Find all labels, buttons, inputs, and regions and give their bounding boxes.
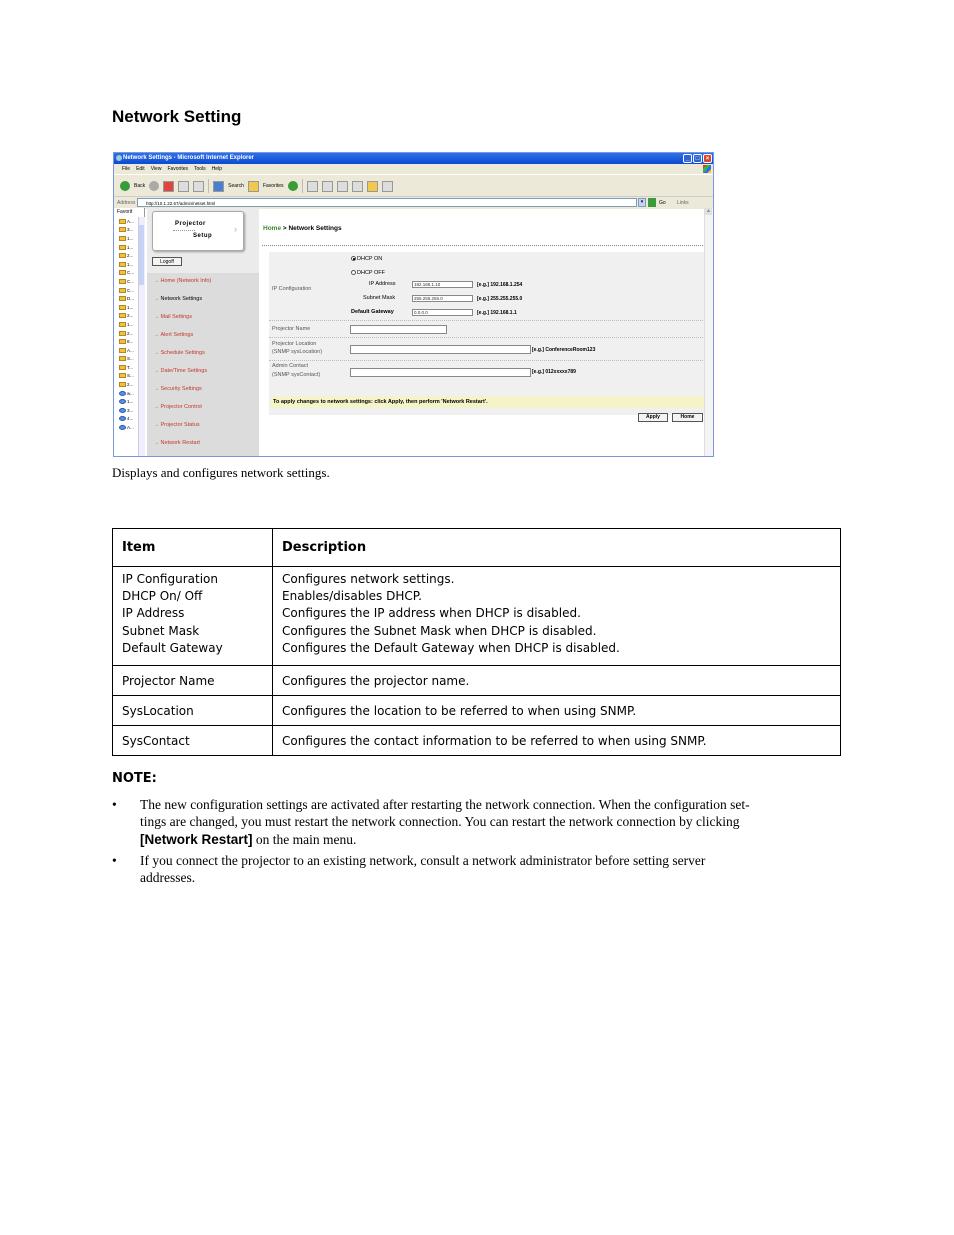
item-cell	[113, 567, 273, 666]
description-table	[112, 528, 841, 756]
folder-icon	[119, 313, 126, 318]
messenger-icon[interactable]	[382, 181, 393, 192]
back-icon[interactable]	[120, 181, 130, 191]
nav-label: Schedule Settings	[160, 350, 205, 356]
favorites-item-label: A...	[127, 425, 134, 431]
breadcrumb-home-link[interactable]: Home	[263, 225, 282, 232]
nav-item-security-settings[interactable]	[154, 386, 202, 392]
home-icon[interactable]	[193, 181, 204, 192]
folder-icon	[119, 365, 126, 370]
menu-edit[interactable]: Edit	[136, 166, 145, 172]
maximize-icon[interactable]: □	[693, 154, 702, 163]
edit-icon[interactable]	[352, 181, 363, 192]
item-text: IP Configuration	[122, 572, 218, 586]
favorites-star-icon[interactable]	[248, 181, 259, 192]
folder-icon	[119, 348, 126, 353]
folder-icon	[119, 219, 126, 224]
breadcrumb-current: Network Settings	[288, 225, 342, 232]
note-line: The new configuration settings are activated after restarting the network connection. When the configuration set-	[140, 797, 750, 812]
menu-file[interactable]: File	[122, 166, 131, 172]
network-restart-reference: [Network Restart]	[140, 831, 253, 847]
page-scrollbar[interactable]	[704, 208, 713, 456]
print-icon[interactable]	[337, 181, 348, 192]
favorites-item-label: 1...	[127, 244, 134, 250]
favorites-item-label: T...	[127, 364, 134, 370]
favorites-item-label: S...	[127, 356, 134, 362]
nav-item-datetime-settings[interactable]	[154, 368, 207, 374]
section-title: Network Setting	[112, 107, 242, 126]
ie-page-icon	[119, 408, 126, 413]
menu-favorites[interactable]: Favorites	[167, 166, 188, 172]
toolbar-divider	[302, 179, 303, 193]
description-cell	[273, 567, 841, 666]
contact-label-line2: (SNMP sysContact)	[272, 372, 321, 378]
table-row	[113, 696, 841, 726]
description-text: Configures the Subnet Mask when DHCP is disabled.	[282, 623, 597, 638]
logo-line-2: Setup	[193, 233, 213, 239]
ie-page-icon	[119, 391, 126, 396]
folder-icon	[119, 227, 126, 232]
default-gateway-hint: [e.g.] 192.168.1.1	[477, 310, 517, 316]
folder-icon	[119, 382, 126, 387]
item-text: Default Gateway	[122, 640, 223, 655]
close-icon[interactable]: ×	[703, 154, 712, 163]
contact-label-line1: Admin Contact	[272, 363, 309, 369]
favorites-item-label: w...	[127, 390, 134, 396]
window-title: Network Settings - Microsoft Internet Explorer	[123, 155, 255, 161]
refresh-icon[interactable]	[178, 181, 189, 192]
search-label[interactable]: Search	[228, 183, 244, 189]
nav-label: Security Settings	[160, 386, 202, 392]
favorites-item-label: 2...	[127, 330, 134, 336]
nav-item-network-settings[interactable]	[154, 296, 202, 302]
favorites-item-label: S...	[127, 373, 134, 379]
nav-item-projector-status[interactable]	[154, 422, 200, 428]
folder-icon	[119, 245, 126, 250]
projector-location-input[interactable]	[350, 345, 531, 354]
bullet-point: •	[112, 853, 117, 868]
column-header-description: Description	[273, 529, 841, 567]
scroll-up-icon[interactable]: ▲	[706, 208, 711, 214]
nav-label: Network Settings	[160, 296, 203, 302]
table-row	[113, 726, 841, 756]
column-header-item: Item	[113, 529, 273, 567]
settings-form	[269, 252, 709, 415]
go-button[interactable]: Go	[659, 200, 666, 206]
favorites-item-label: 1...	[127, 261, 134, 267]
favorites-item-label: C...	[127, 278, 135, 284]
nav-label: Projector Status	[160, 422, 200, 428]
favorites-item-label: 4...	[127, 416, 134, 422]
contact-hint: [e.g.] 012xxxxx789	[532, 369, 576, 375]
home-button[interactable]: Home	[672, 413, 703, 422]
description-cell: Configures the projector name.	[273, 666, 841, 696]
stop-icon[interactable]	[163, 181, 174, 192]
back-label[interactable]: Back	[134, 183, 146, 189]
folder-icon	[119, 288, 126, 293]
description-text: Configures network settings.	[282, 572, 455, 586]
location-label-line2: (SNMP sysLocation)	[272, 349, 323, 355]
arrow-right-icon: →	[154, 422, 160, 428]
folder-icon	[119, 356, 126, 361]
divider	[262, 245, 707, 246]
nav-label: Mail Settings	[160, 314, 192, 320]
window-title-bar	[114, 153, 713, 164]
location-hint: [e.g.] ConferenceRoom123	[532, 347, 596, 353]
description-text: Enables/disables DHCP.	[282, 589, 422, 604]
browser-screenshot	[113, 152, 714, 457]
arrow-right-icon: →	[154, 350, 160, 356]
nav-item-mail-settings[interactable]	[154, 314, 192, 320]
setup-nav-pane	[147, 208, 259, 456]
menu-view[interactable]: View	[150, 166, 162, 172]
note-line: addresses.	[140, 870, 196, 886]
favorites-item-label: A...	[127, 218, 134, 224]
main-content	[262, 208, 713, 456]
ip-address-hint: [e.g.] 192.168.1.254	[477, 282, 523, 288]
arrow-right-icon: →	[154, 332, 160, 338]
bullet-point: •	[112, 797, 117, 812]
nav-menu	[147, 273, 259, 456]
toolbar-divider	[208, 179, 209, 193]
forward-icon[interactable]	[149, 181, 159, 191]
arrow-right-icon: →	[154, 278, 160, 284]
nav-label: Projector Control	[160, 404, 202, 410]
note-line: tings are changed, you must restart the network connection. You can restart the network connection by clicking	[140, 814, 740, 830]
item-text: IP Address	[122, 606, 185, 621]
menu-tools[interactable]: Tools	[194, 166, 206, 172]
arrow-right-icon: →	[154, 314, 160, 320]
folder-icon	[119, 253, 126, 258]
ie-page-icon	[119, 399, 126, 404]
search-icon[interactable]	[213, 181, 224, 192]
windows-logo-icon	[703, 165, 711, 173]
go-arrow-icon[interactable]	[648, 198, 656, 207]
folder-icon	[119, 262, 126, 267]
arrow-right-icon: →	[154, 404, 160, 410]
note-text	[140, 796, 845, 848]
nav-label: Alert Settings	[160, 332, 194, 338]
projector-name-label: Projector Name	[272, 326, 311, 332]
history-icon[interactable]	[307, 181, 318, 192]
subnet-mask-label: Subnet Mask	[363, 295, 396, 301]
nav-item-home[interactable]	[154, 278, 211, 284]
table-header-row	[113, 529, 841, 567]
links-button[interactable]: Links	[677, 200, 689, 206]
ie-icon	[116, 155, 122, 161]
favorites-item-label: 1...	[127, 304, 134, 310]
item-cell: SysContact	[113, 726, 273, 756]
subnet-mask-hint: [e.g.] 255.255.255.0	[477, 296, 523, 302]
arrow-right-icon: →	[154, 386, 160, 392]
menu-bar	[114, 164, 713, 174]
item-cell: Projector Name	[113, 666, 273, 696]
arrow-right-icon: →	[154, 296, 160, 302]
arrow-right-icon: →	[154, 440, 160, 446]
note-line: If you connect the projector to an existing network, consult a network administrator before setting server	[140, 853, 706, 868]
folder-icon	[119, 279, 126, 284]
item-text: DHCP On/ Off	[122, 589, 203, 604]
favorites-item-label: A...	[127, 347, 134, 353]
nav-label: Date/Time Settings	[160, 368, 208, 374]
favorites-pane	[114, 208, 145, 456]
divider	[269, 337, 709, 338]
favorites-item-label: 2...	[127, 382, 134, 388]
dhcp-on-option[interactable]	[351, 256, 382, 262]
projector-name-input[interactable]	[350, 325, 447, 334]
description-cell: Configures the location to be referred to when using SNMP.	[273, 696, 841, 726]
folder-icon	[119, 296, 126, 301]
folder-icon	[119, 339, 126, 344]
favorites-item-label: C...	[127, 270, 135, 276]
chevron-right-icon: ›	[234, 224, 237, 234]
radio-dhcp-on[interactable]	[351, 256, 356, 261]
projector-setup-logo	[152, 211, 244, 251]
folder-icon	[119, 270, 126, 275]
address-label: Address	[117, 200, 136, 206]
nav-item-projector-control[interactable]	[154, 404, 202, 410]
favorites-item-label: 2...	[127, 253, 134, 259]
figure-caption: Displays and configures network settings.	[112, 465, 330, 480]
minimize-icon[interactable]: _	[683, 154, 692, 163]
description-cell: Configures the contact information to be referred to when using SNMP.	[273, 726, 841, 756]
breadcrumb	[263, 225, 342, 232]
radio-dhcp-off[interactable]	[351, 270, 356, 275]
dhcp-off-option[interactable]	[351, 270, 385, 276]
nav-label: Network Restart	[160, 440, 200, 446]
description-text: Configures the IP address when DHCP is disabled.	[282, 606, 581, 621]
favorites-item-label: 3...	[127, 407, 134, 413]
favorites-item-label: C...	[127, 287, 135, 293]
favorites-item-label: 3...	[127, 227, 134, 233]
ie-page-icon	[119, 416, 126, 421]
media-icon[interactable]	[288, 181, 298, 191]
address-input[interactable]: http://10.1.22.67/admin/netset.html	[137, 198, 637, 207]
favorites-pane-title: Favorit	[117, 209, 133, 215]
favorites-label[interactable]: Favorites	[262, 183, 284, 189]
favorites-item-label: 2...	[127, 313, 134, 319]
dhcp-off-label: DHCP OFF	[357, 270, 386, 276]
nav-item-alert-settings[interactable]	[154, 332, 193, 338]
folder-icon	[119, 331, 126, 336]
favorites-item-label: 1...	[127, 399, 134, 405]
folder-icon	[119, 322, 126, 327]
subnet-mask-input[interactable]: 255.255.255.0	[412, 295, 473, 302]
item-text: Subnet Mask	[122, 623, 200, 638]
default-gateway-label: Default Gateway	[351, 309, 394, 315]
ip-config-label: IP Configuration	[272, 286, 312, 292]
apply-button[interactable]: Apply	[638, 413, 668, 422]
admin-contact-input[interactable]	[350, 368, 531, 377]
folder-icon	[119, 373, 126, 378]
table-row	[113, 666, 841, 696]
location-label-line1: Projector Location	[272, 341, 317, 347]
favorites-item-label: 8...	[127, 339, 134, 345]
logo-line-1: Projector	[175, 221, 206, 227]
default-gateway-input[interactable]: 0.0.0.0	[412, 309, 473, 316]
breadcrumb-separator: >	[281, 225, 289, 232]
apply-note: To apply changes to network settings: click Apply, then perform 'Network Restart'.	[271, 396, 708, 408]
mail-icon[interactable]	[322, 181, 333, 192]
nav-label: Home (Network Info)	[160, 278, 212, 284]
menu-help[interactable]: Help	[211, 166, 222, 172]
ip-address-input[interactable]: 192.168.1.10	[412, 281, 473, 288]
arrow-right-icon: →	[154, 368, 160, 374]
ip-address-label: IP Address	[369, 281, 396, 287]
item-cell: SysLocation	[113, 696, 273, 726]
dhcp-on-label: DHCP ON	[357, 256, 383, 262]
folder-icon	[119, 305, 126, 310]
table-row	[113, 567, 841, 666]
favorites-scrollbar[interactable]	[138, 217, 145, 456]
ie-page-icon	[119, 425, 126, 430]
divider	[269, 360, 709, 361]
favorites-item-label: 1...	[127, 321, 134, 327]
toolbar	[114, 174, 713, 197]
logoff-button[interactable]: Logoff	[152, 257, 182, 266]
note-heading: NOTE:	[112, 771, 157, 786]
note-line: on the main menu.	[252, 831, 357, 847]
folder-icon	[119, 236, 126, 241]
note-text	[140, 852, 845, 887]
chevron-down-icon[interactable]: ▾	[638, 198, 646, 207]
nav-item-network-restart[interactable]	[154, 440, 200, 446]
nav-item-schedule-settings[interactable]	[154, 350, 205, 356]
folder-icon[interactable]	[367, 181, 378, 192]
favorites-item-label: D...	[127, 296, 135, 302]
favorites-item-label: 1...	[127, 235, 134, 241]
description-text: Configures the Default Gateway when DHCP is disabled.	[282, 640, 620, 655]
divider	[269, 320, 709, 321]
